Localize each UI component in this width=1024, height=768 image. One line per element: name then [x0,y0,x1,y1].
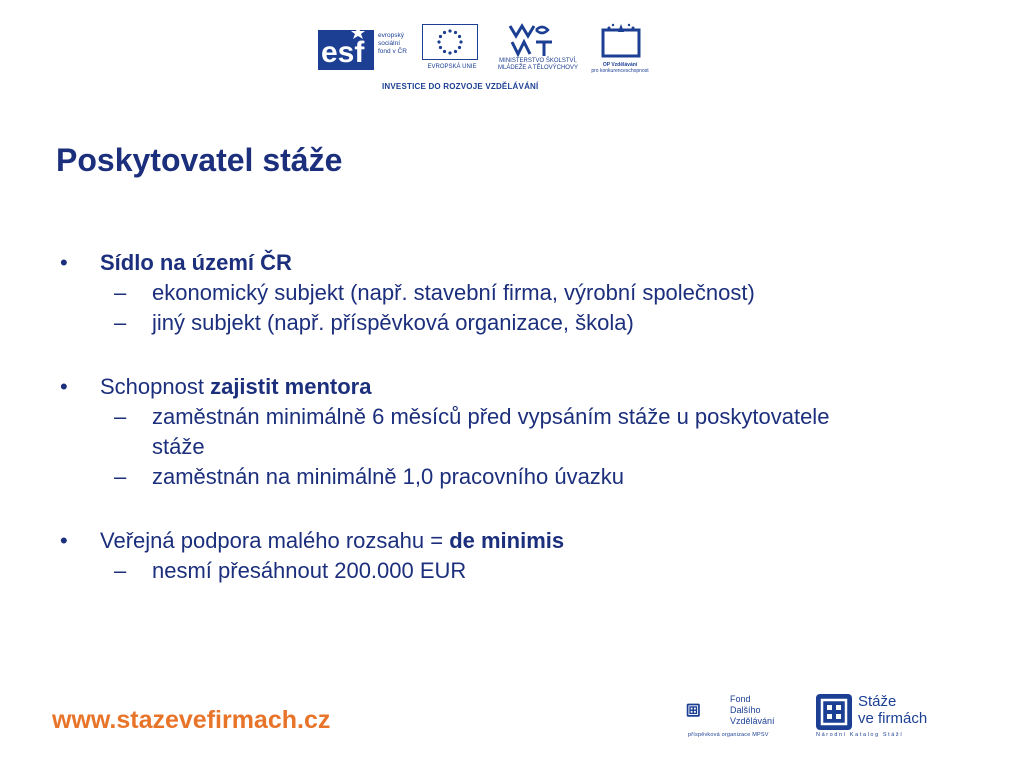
sub-text: ekonomický subjekt (např. stavební firma, výrobní společnost) [152,280,755,305]
bullet-text: Veřejná podpora malého rozsahu = [100,528,450,553]
bullet-dot: • [60,250,68,275]
bullet-text-bold: zajistit mentora [210,374,372,399]
sub-item [60,308,852,338]
op-label: OP Vzdělávání pro konkurenceschopnost [591,62,649,74]
bullet-item [60,248,960,278]
bullet-item [60,526,960,556]
esf-logo [318,24,374,70]
op-vzdelavani-logo [599,22,643,60]
bullet-text: Schopnost [100,374,211,399]
eu-star [437,40,440,43]
bullet-text-bold: de minimis [449,528,565,553]
staze-ve-firmach-logo [814,692,854,732]
fdv-subtitle: příspěvková organizace MPSV [688,732,769,738]
msmt-label: MINISTERSTVO ŠKOLSTVÍ, MLÁDEŽE A TĚLOVÝCHOVY [498,58,578,71]
sub-dash: – [114,404,127,429]
sub-text: zaměstnán na minimálně 1,0 pracovního úvazku [152,464,625,489]
eu-label: EVROPSKÁ UNIE [427,64,477,70]
fdv-logo [686,692,726,732]
sub-text: zaměstnán minimálně 6 měsíců před vypsáním stáže u poskytovatele stáže [152,404,830,459]
slide-title: Poskytovatel stáže [56,142,343,178]
eu-star [443,50,446,53]
sub-dash: – [114,310,127,335]
header-logos [318,20,658,100]
bullet-group [60,248,960,338]
bullet-text-bold: Sídlo na území ČR [100,250,292,275]
msmt-logo [506,22,560,62]
svg-text:esf: esf [321,36,365,69]
sub-item [60,402,852,462]
eu-star [443,31,446,34]
bullet-dot: • [60,374,68,399]
svf-text: Stáže ve firmách [858,693,928,727]
sub-dash: – [114,558,127,583]
eu-flag-logo [422,24,478,60]
eu-star [439,35,442,38]
eu-star [458,46,461,49]
esf-text: evropský sociální fond v ČR [378,32,407,55]
svf-subtitle: Národní Katalog Stáží [816,732,904,738]
sub-item [60,462,852,492]
sub-item [60,278,852,308]
fdv-text: Fond Dalšího Vzdělávání [730,694,775,726]
sub-text: nesmí přesáhnout 200.000 EUR [152,558,467,583]
eu-star [459,40,462,43]
bullet-dot: • [60,528,68,553]
eu-star [454,50,457,53]
sub-text: jiný subjekt (např. příspěvková organizace, škola) [152,310,634,335]
sub-dash: – [114,464,127,489]
sub-item [60,556,852,586]
website-link[interactable]: www.stazevefirmach.cz [52,706,331,734]
eu-star [458,35,461,38]
eu-star [439,46,442,49]
bullet-group [60,526,960,586]
eu-star [454,31,457,34]
tagline: INVESTICE DO ROZVOJE VZDĚLÁVÁNÍ [382,82,539,91]
bullet-item [60,372,960,402]
eu-star [448,29,451,32]
sub-dash: – [114,280,127,305]
slide-content [60,248,960,620]
eu-star [448,51,451,54]
bullet-group [60,372,960,492]
